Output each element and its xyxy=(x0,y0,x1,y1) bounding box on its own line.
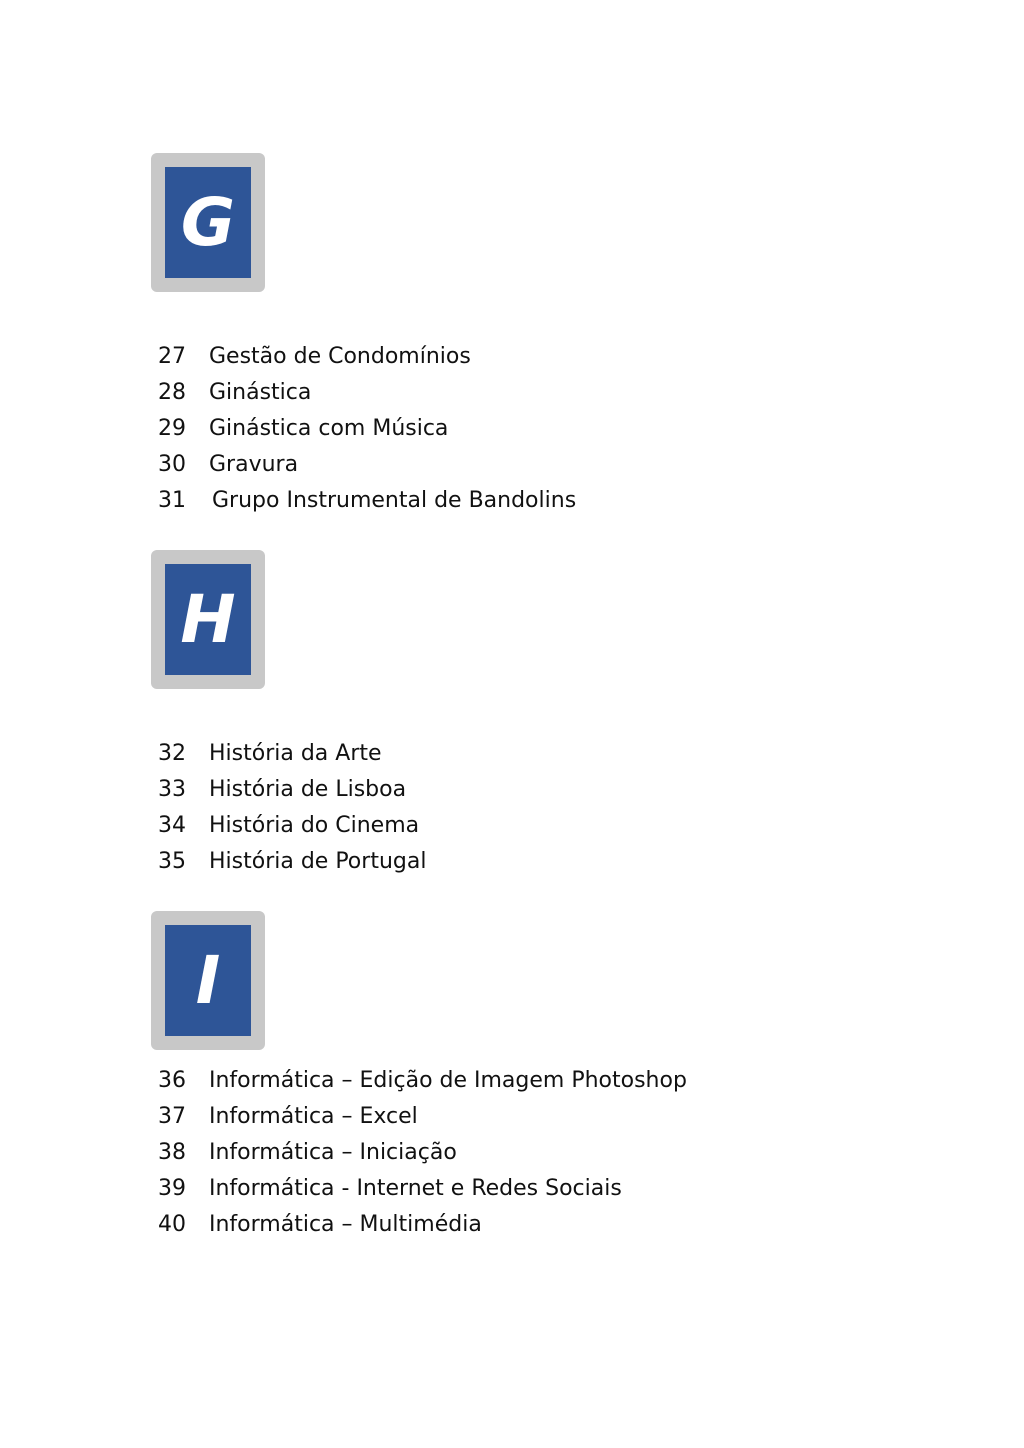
section-g-list xyxy=(158,338,576,519)
item-title: Informática - Internet e Redes Sociais xyxy=(209,1176,622,1202)
item-title: Informática – Iniciação xyxy=(209,1139,457,1165)
section-i-badge-fill xyxy=(165,925,251,1036)
item-number: 31 xyxy=(158,488,186,514)
item-number: 30 xyxy=(158,452,186,478)
section-h-badge xyxy=(151,550,265,689)
list-item xyxy=(158,844,426,880)
item-title: Ginástica com Música xyxy=(209,415,449,441)
list-item xyxy=(158,807,426,843)
item-number: 28 xyxy=(158,379,186,405)
item-number: 38 xyxy=(158,1139,186,1165)
item-number: 36 xyxy=(158,1067,186,1093)
item-title: Informática – Multimédia xyxy=(209,1212,482,1238)
item-title: História do Cinema xyxy=(209,812,420,838)
item-title: Informática – Edição de Imagem Photoshop xyxy=(209,1067,687,1093)
list-item xyxy=(158,447,576,483)
section-g-letter: G xyxy=(180,183,236,261)
section-h-badge-fill xyxy=(165,564,251,675)
item-title: Gestão de Condomínios xyxy=(209,343,471,369)
item-title: História de Lisboa xyxy=(209,776,407,802)
section-i-badge xyxy=(151,911,265,1050)
item-title: História de Portugal xyxy=(209,849,427,875)
item-number: 32 xyxy=(158,740,186,766)
list-item xyxy=(158,771,426,807)
item-title: História da Arte xyxy=(209,740,382,766)
section-g-badge-fill xyxy=(165,167,251,278)
section-h-list xyxy=(158,735,426,880)
item-number: 33 xyxy=(158,776,186,802)
list-item xyxy=(158,374,576,410)
section-i-letter: I xyxy=(195,941,221,1019)
item-number: 37 xyxy=(158,1103,186,1129)
list-item xyxy=(158,1171,687,1207)
item-title: Ginástica xyxy=(209,379,312,405)
item-title: Informática – Excel xyxy=(209,1103,418,1129)
item-number: 39 xyxy=(158,1176,186,1202)
item-number: 35 xyxy=(158,849,186,875)
item-number: 29 xyxy=(158,415,186,441)
list-item xyxy=(158,1098,687,1134)
list-item xyxy=(158,338,576,374)
item-number: 27 xyxy=(158,343,186,369)
section-h-letter: H xyxy=(180,580,236,658)
list-item xyxy=(158,735,426,771)
item-title: Grupo Instrumental de Bandolins xyxy=(212,488,577,514)
section-g-badge xyxy=(151,153,265,292)
section-i-list xyxy=(158,1062,687,1243)
list-item xyxy=(158,1062,687,1098)
item-number: 34 xyxy=(158,812,186,838)
item-number: 40 xyxy=(158,1212,186,1238)
list-item xyxy=(158,410,576,446)
list-item xyxy=(158,483,576,519)
list-item xyxy=(158,1207,687,1243)
list-item xyxy=(158,1134,687,1170)
item-title: Gravura xyxy=(209,452,299,478)
